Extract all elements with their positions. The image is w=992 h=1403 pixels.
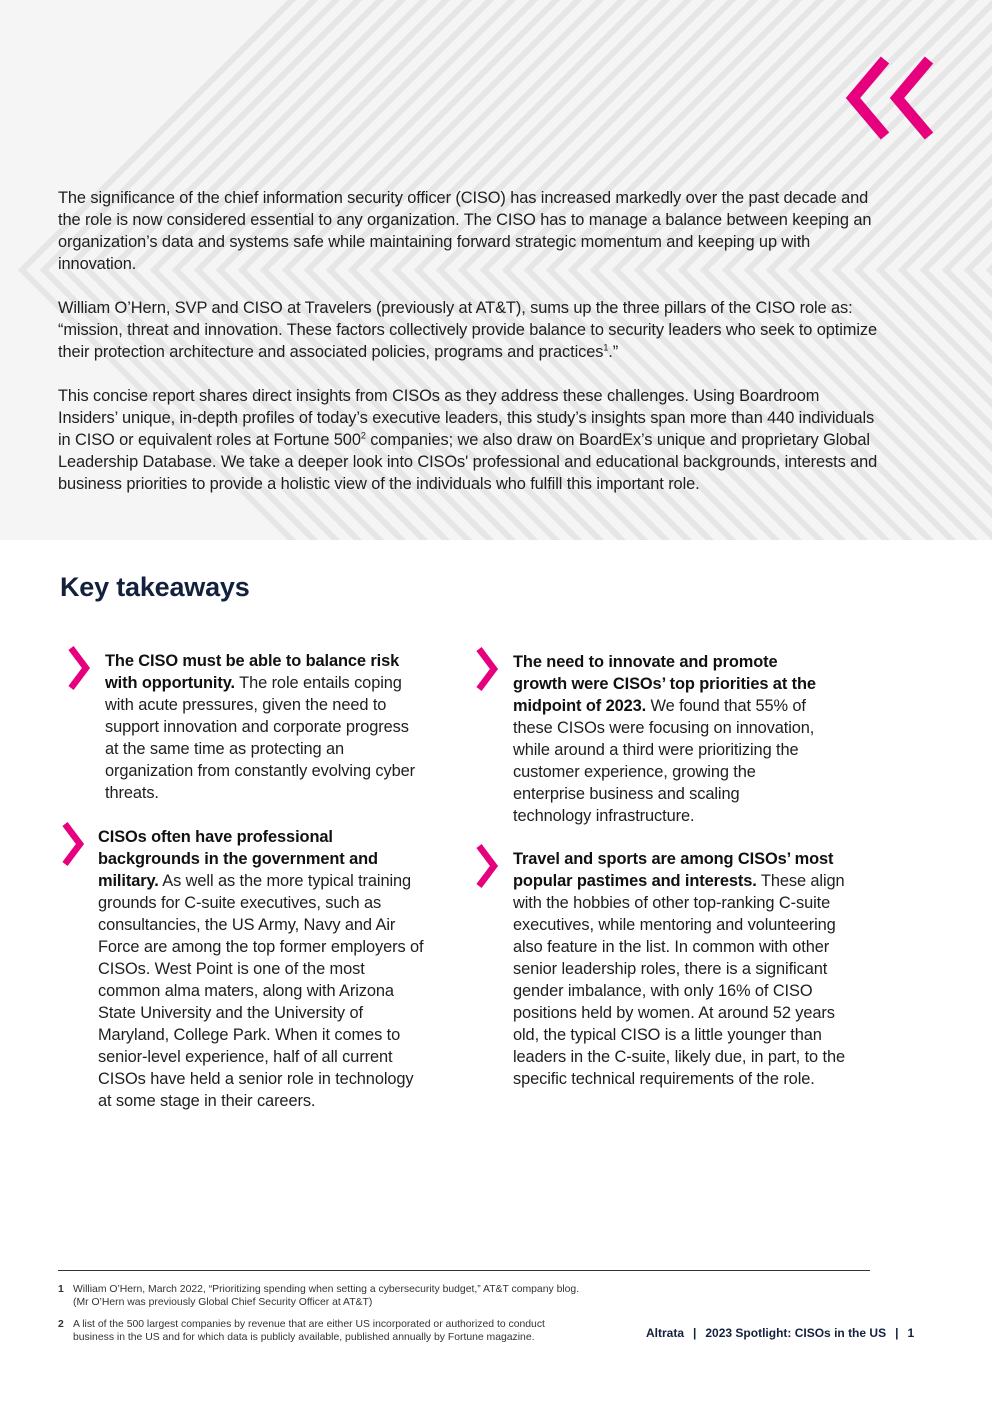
takeaway-text: The CISO must be able to balance risk with opportunity. The role entails coping with acute pressures, given the need to support innovation and corporate progress at the same time as protecting an organization from constantly evolving cyber threats. <box>105 652 416 802</box>
footer-brand: Altrata <box>646 1326 685 1340</box>
chevron-right-icon <box>60 820 86 868</box>
key-takeaways-heading: Key takeaways <box>60 572 250 602</box>
page-footer: Altrata | 2023 Spotlight: CISOs in the US | 1 <box>646 1326 915 1340</box>
footnote-2: 2 A list of the 500 largest companies by revenue that are either US incorporated or authorized to conduct business in the US and for which data is publicly available, published annually by Fortune magazine. <box>58 1319 545 1343</box>
takeaway-text: The need to innovate and promote growth were CISOs’ top priorities at the midpoint of 2023. We found that 55% of these CISOs were focusing on innovation, while around a third were prioritizing the customer experience, growing the enterprise business and scaling technology infrastructure. <box>513 653 816 825</box>
chevron-right-icon <box>66 644 92 692</box>
double-chevron-left-icon <box>845 56 937 144</box>
intro-paragraph-1: The significance of the chief information security officer (CISO) has increased markedly over the past decade and the role is now considered essential to any organization. The CISO has to manage a balance between keeping an organization’s data and systems safe while maintaining forward strategic momentum and keeping up with innovation. <box>58 189 872 273</box>
takeaway-text: CISOs often have professional backgrounds in the government and military. As well as the more typical training grounds for C-suite executives, such as consultancies, the US Army, Navy and Air Force are among the top former employers of CISOs. West Point is one of the most common alma maters, along with Arizona State University and the University of Maryland, College Park. When it comes to senior-level experience, half of all current CISOs have held a senior role in technology at some stage in their careers. <box>98 828 424 1110</box>
takeaway-text: Travel and sports are among CISOs’ most popular pastimes and interests. These align with the hobbies of other top-ranking C-suite executives, while mentoring and volunteering also feature in the list. In common with other senior leadership roles, there is a significant gender imbalance, with only 16% of CISO positions held by women. At around 52 years old, the typical CISO is a little younger than leaders in the C-suite, likely due, in part, to the specific technical requirements of the role. <box>513 850 845 1088</box>
footnote-divider <box>58 1270 870 1271</box>
footnote-1: 1 William O’Hern, March 2022, “Prioritizing spending when setting a cybersecurity budget,” AT&T company blog. (Mr O’Hern was previously Global Chief Security Officer at AT&T) <box>58 1284 580 1308</box>
chevron-right-icon <box>474 645 500 693</box>
page-number: 1 <box>907 1326 915 1340</box>
footnote-ref-2: 2 <box>360 430 366 441</box>
intro-paragraph-2: William O’Hern, SVP and CISO at Travelers (previously at AT&T), sums up the three pillars of the CISO role as: “mission, threat and innovation. These factors collectively provide balance to security leaders who seek to optimize their protection architecture and associated policies, programs and practices$^1$.” <box>58 299 877 361</box>
chevron-right-icon <box>474 842 500 890</box>
intro-paragraph-3: This concise report shares direct insights from CISOs as they address these challenges. Using Boardroom Insiders’ unique, in-depth profiles of today’s executive leaders, this study’s insights span more than 440 individuals in CISO or equivalent roles at Fortune $500^2$ companies; we also draw on BoardEx’s unique and proprietary Global Leadership Database. We take a deeper look into CISOs' professional and educational backgrounds, interests and business priorities to provide a holistic view of the individuals who fulfill this important role. <box>58 387 878 493</box>
footnote-ref-1: 1 <box>603 342 609 353</box>
intro-text <box>58 187 878 517</box>
footer-report-title: 2023 Spotlight: CISOs in the US <box>705 1326 887 1340</box>
